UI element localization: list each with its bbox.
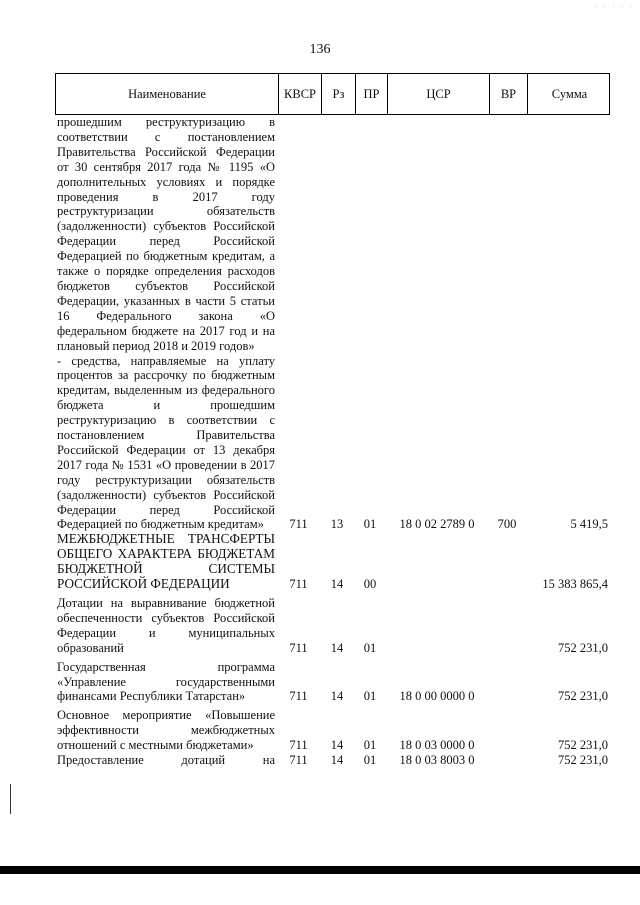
row-vr: [488, 660, 526, 705]
row-name: Государственная программа «Управление государственными финансами Республики Татарстан»: [57, 659, 275, 704]
table-row: [55, 532, 610, 592]
row-csr: [386, 532, 488, 592]
row-name: Основное мероприятие «Повышение эффективности межбюджетных отношений с местными бюджетами»: [57, 708, 275, 753]
row-kvsr: 711: [289, 689, 308, 704]
row-pr: 01: [363, 738, 377, 753]
page-number: 136: [309, 42, 331, 57]
row-sum: 752 231,0: [558, 689, 608, 704]
row-kvsr: 711: [289, 517, 308, 532]
row-vr: [488, 596, 526, 656]
row-sum: 5 419,5: [570, 517, 608, 532]
row-rz: 14: [330, 738, 344, 753]
row-name: Дотации на выравнивание бюджетной обеспеченности субъектов Российской Федерации и муниципальных образований: [57, 596, 275, 655]
row-pr: 00: [363, 577, 377, 592]
row-csr: [386, 596, 488, 656]
row-sum: 15 383 865,4: [542, 577, 608, 592]
row-sum: 752 231,0: [558, 640, 608, 655]
row-name: МЕЖБЮДЖЕТНЫЕ ТРАНСФЕРТЫ ОБЩЕГО ХАРАКТЕРА БЮДЖЕТАМ БЮДЖЕТНОЙ СИСТЕМЫ РОССИЙСКОЙ ФЕДЕРАЦИИ: [57, 531, 275, 592]
row-name: прошедшим реструктуризацию в соответствии с постановлением Правительства Российской Федерации от 30 сентября 2017 года № 1195 «О дополнительных условиях и порядке проведения в 2017 году реструктуризации обязательств (задолженности) субъектов Российской Федерации перед Российской Федерацией по бюджетным кредитам, а также о порядке определения расходов бюджетов субъектов Российской Федерации, указанных в части 5 статьи 16 Федерального закона «О федеральном бюджете на 2017 год и на плановый период 2018 и 2019 годов»: [57, 115, 275, 353]
row-vr: [488, 753, 526, 768]
budget-table: [55, 73, 610, 768]
row-rz: 14: [330, 753, 344, 768]
table-row: [55, 596, 610, 656]
scan-margin-mark: [10, 784, 11, 814]
header-pr: ПР: [355, 74, 387, 114]
header-rz: Рз: [321, 74, 355, 114]
header-name: Наименование: [128, 86, 206, 101]
row-vr: [488, 115, 526, 354]
row-csr: 18 0 00 0000 0: [399, 689, 475, 704]
row-rz: [320, 115, 354, 354]
header-vr: ВР: [489, 74, 527, 114]
row-csr: 18 0 02 2789 0: [399, 517, 475, 532]
header-kvsr: КВСР: [278, 74, 321, 114]
row-name: - средства, направляемые на уплату процентов за рассрочку по бюджетным кредитам, выделенным из федерального бюджета и прошедшим реструктуризацию в соответствии с постановлением Правительства Российской Федерации от 13 декабря 2017 года № 1531 «О проведении в 2017 году реструктуризации обязательств (задолженности) субъектов Российской Федерации перед Российской Федерацией по бюджетным кредитам»: [57, 353, 275, 532]
row-vr: [488, 708, 526, 753]
row-kvsr: 711: [289, 577, 308, 592]
row-rz: 13: [330, 517, 344, 532]
table-row: [55, 660, 610, 705]
header-sum: Сумма: [527, 74, 611, 114]
row-pr: 01: [363, 640, 377, 655]
scan-noise: · · · · ·: [594, 2, 634, 11]
row-csr: 18 0 03 0000 0: [399, 738, 475, 753]
row-rz: 14: [330, 689, 344, 704]
row-csr: [386, 115, 488, 354]
row-sum: 752 231,0: [558, 753, 608, 768]
row-kvsr: 711: [289, 640, 308, 655]
table-header: [55, 73, 610, 115]
row-csr: 18 0 03 8003 0: [399, 753, 475, 768]
row-rz: 14: [330, 640, 344, 655]
row-pr: [354, 115, 386, 354]
row-sum: [526, 115, 610, 354]
row-kvsr: 711: [289, 738, 308, 753]
table-row: [55, 115, 610, 354]
table-row: [55, 708, 610, 753]
row-pr: 01: [363, 689, 377, 704]
row-kvsr: [277, 115, 320, 354]
header-csr: ЦСР: [387, 74, 489, 114]
table-row: [55, 753, 610, 768]
row-rz: 14: [330, 577, 344, 592]
row-sum: 752 231,0: [558, 738, 608, 753]
scan-bottom-edge: [0, 866, 640, 874]
row-vr: [488, 532, 526, 592]
row-vr: 700: [497, 517, 517, 532]
row-pr: 01: [363, 753, 377, 768]
row-pr: 01: [363, 517, 377, 532]
table-row: [55, 354, 610, 533]
row-kvsr: 711: [289, 753, 308, 768]
row-name: Предоставление дотаций на: [57, 753, 275, 768]
